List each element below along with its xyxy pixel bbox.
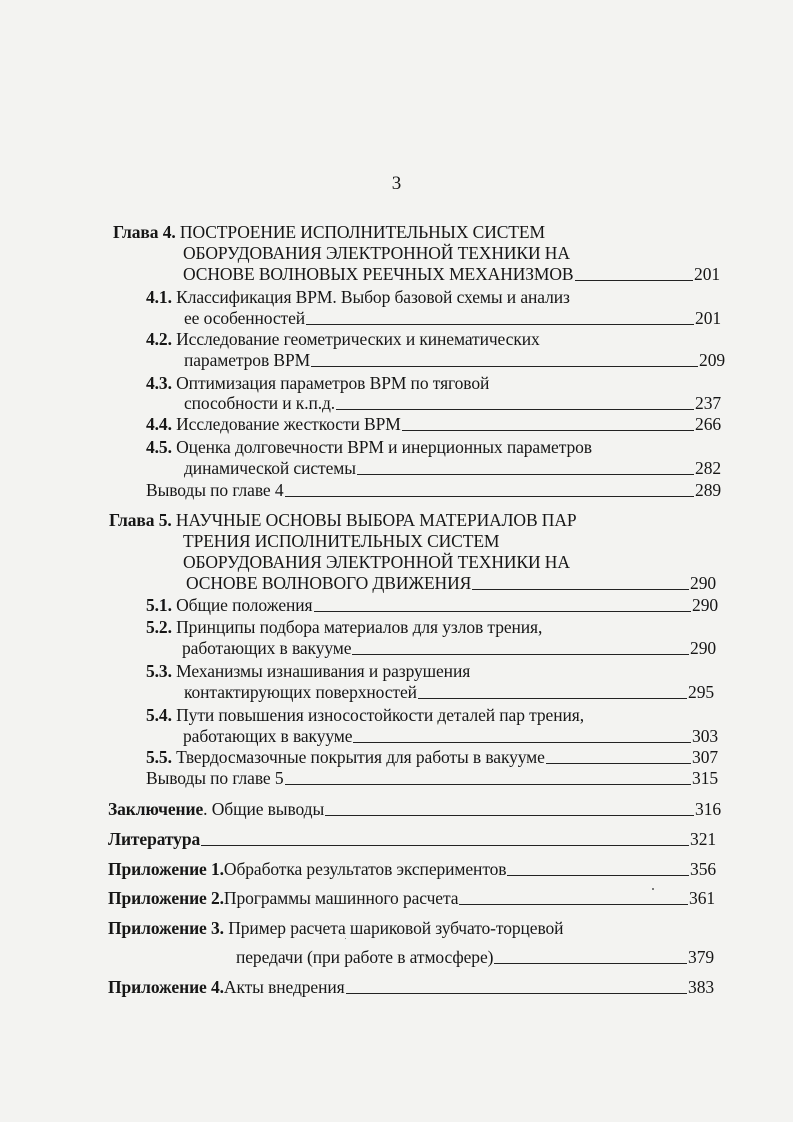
section-title: Твердосмазочные покрытия для работы в вакууме: [176, 747, 545, 767]
leader-line: [325, 815, 694, 816]
toc-entry-5-3-cont[interactable]: [184, 682, 714, 703]
section-number: 5.4.: [146, 705, 172, 725]
scan-speck: [345, 938, 346, 939]
section-title: динамической системы: [184, 458, 356, 478]
conclusions-page: 289: [695, 480, 721, 500]
conclusions-label: Выводы по главе 4: [146, 480, 284, 500]
toc-entry-5-2-cont[interactable]: [182, 638, 716, 659]
leader-line: [494, 963, 687, 964]
appendix-label: Приложение 4.: [108, 977, 224, 997]
appendix-label: Приложение 2.: [108, 888, 224, 908]
chapter4-page: 201: [694, 264, 720, 284]
leader-line: [402, 430, 694, 431]
appendix-title: Обработка результатов экспериментов: [223, 859, 507, 879]
section-number: 4.5.: [146, 437, 172, 457]
chapter4-heading: [113, 222, 545, 243]
toc-entry-5-1[interactable]: [146, 595, 718, 616]
appendix-page: 361: [689, 888, 715, 908]
leader-line: [357, 474, 694, 475]
chapter5-conclusions[interactable]: [146, 768, 718, 789]
toc-entry-5-3: [146, 661, 470, 682]
conclusion-page: 316: [695, 799, 721, 819]
appendix-3-entry: [108, 918, 563, 939]
chapter4-title-line-2: ОБОРУДОВАНИЯ ЭЛЕКТРОННОЙ ТЕХНИКИ НА: [183, 243, 570, 263]
leader-line: [507, 875, 689, 876]
toc-entry-4-5: [146, 437, 592, 458]
appendix-title: передачи (при работе в атмосфере): [236, 947, 494, 967]
appendix-2-entry[interactable]: [108, 888, 715, 909]
section-page: 295: [688, 682, 714, 702]
toc-entry-4-5-cont[interactable]: [184, 458, 721, 479]
appendix-page: 356: [690, 859, 716, 879]
leader-line: [546, 763, 691, 764]
chapter5-page: 290: [690, 573, 716, 593]
leader-line: [314, 611, 692, 612]
section-title: контактирующих поверхностей: [184, 682, 417, 702]
toc-entry-5-4-cont[interactable]: [183, 726, 718, 747]
chapter4-title-line-3: ОСНОВЕ ВОЛНОВЫХ РЕЕЧНЫХ МЕХАНИЗМОВ: [183, 264, 574, 284]
section-page: 266: [695, 414, 721, 434]
toc-entry-5-5[interactable]: [146, 747, 718, 768]
appendix-title: Программы машинного расчета: [223, 888, 459, 908]
leader-line: [336, 409, 694, 410]
literature-entry[interactable]: [108, 829, 716, 850]
section-title: Оптимизация параметров ВРМ по тяговой: [176, 373, 490, 393]
toc-entry-4-1: [146, 287, 570, 308]
literature-page: 321: [690, 829, 716, 849]
section-title: параметров ВРМ: [184, 350, 311, 370]
section-number: 4.1.: [146, 287, 172, 307]
appendix-4-entry[interactable]: [108, 977, 714, 998]
chapter4-conclusions[interactable]: [146, 480, 721, 501]
section-title: Исследование геометрических и кинематических: [176, 329, 540, 349]
section-page: 290: [690, 638, 716, 658]
leader-line: [306, 324, 694, 325]
section-page: 209: [699, 350, 725, 370]
conclusion-entry[interactable]: [108, 799, 721, 820]
conclusion-label: Заключение: [108, 799, 204, 819]
section-page: 201: [695, 308, 721, 328]
toc-entry-5-2: [146, 617, 542, 638]
section-page: 290: [692, 595, 718, 615]
chapter5-title-line-2: ТРЕНИЯ ИСПОЛНИТЕЛЬНЫХ СИСТЕМ: [183, 531, 500, 551]
section-title: способности и к.п.д.: [184, 393, 336, 413]
section-page: 237: [695, 393, 721, 413]
toc-entry-4-2: [146, 329, 540, 350]
appendix-title: Акты внедрения: [223, 977, 345, 997]
section-number: 4.2.: [146, 329, 172, 349]
section-number: 5.5.: [146, 747, 172, 767]
chapter5-heading: [109, 510, 577, 531]
section-title: Принципы подбора материалов для узлов трения,: [176, 617, 543, 637]
section-title: Механизмы изнашивания и разрушения: [176, 661, 471, 681]
chapter5-label: Глава 5.: [109, 510, 172, 530]
section-page: 282: [695, 458, 721, 478]
leader-line: [201, 845, 689, 846]
conclusion-rest: . Общие выводы: [203, 799, 325, 819]
section-number: 5.3.: [146, 661, 172, 681]
chapter5-title-line-1: НАУЧНЫЕ ОСНОВЫ ВЫБОРА МАТЕРИАЛОВ ПАР: [175, 510, 577, 530]
appendix-label: Приложение 1.: [108, 859, 224, 879]
toc-entry-4-2-cont[interactable]: [184, 350, 725, 371]
toc-entry-4-3: [146, 373, 489, 394]
appendix-label: Приложение 3.: [108, 918, 224, 938]
chapter5-title-line-3: ОБОРУДОВАНИЯ ЭЛЕКТРОННОЙ ТЕХНИКИ НА: [183, 552, 570, 572]
literature-label: Литература: [108, 829, 201, 849]
appendix-title: Пример расчета шариковой зубчато-торцевой: [223, 918, 564, 938]
chapter4-label: Глава 4.: [113, 222, 176, 242]
appendix-page: 383: [688, 977, 714, 997]
leader-line: [352, 654, 689, 655]
leader-line: [285, 784, 692, 785]
page-number: 3: [391, 173, 402, 194]
chapter4-title-line-1: ПОСТРОЕНИЕ ИСПОЛНИТЕЛЬНЫХ СИСТЕМ: [179, 222, 545, 242]
leader-line: [285, 496, 695, 497]
leader-line: [418, 698, 687, 699]
section-page: 307: [692, 747, 718, 767]
section-number: 4.4.: [146, 414, 172, 434]
conclusions-page: 315: [692, 768, 718, 788]
conclusions-label: Выводы по главе 5: [146, 768, 284, 788]
chapter5-title-line-4: ОСНОВЕ ВОЛНОВОГО ДВИЖЕНИЯ: [186, 573, 472, 593]
leader-line: [346, 993, 687, 994]
section-title: Пути повышения износостойкости деталей пар трения,: [176, 705, 584, 725]
section-number: 5.1.: [146, 595, 172, 615]
chapter4-title-entry[interactable]: [183, 264, 720, 285]
scan-speck: [652, 888, 654, 890]
leader-line: [311, 366, 698, 367]
leader-line: [353, 742, 691, 743]
toc-entry-4-1-cont[interactable]: [184, 308, 721, 329]
section-page: 303: [692, 726, 718, 746]
appendix-page: 379: [688, 947, 714, 967]
section-title: работающих в вакууме: [183, 726, 353, 746]
appendix-3-cont[interactable]: [236, 947, 714, 968]
section-title: работающих в вакууме: [182, 638, 352, 658]
toc-entry-4-3-cont[interactable]: [184, 393, 721, 414]
section-number: 4.3.: [146, 373, 172, 393]
leader-line: [459, 904, 688, 905]
chapter5-title-entry[interactable]: [186, 573, 716, 594]
leader-line: [575, 280, 694, 281]
leader-line: [472, 589, 689, 590]
toc-entry-5-4: [146, 705, 584, 726]
section-title: Исследование жесткости ВРМ: [176, 414, 401, 434]
section-title: Общие положения: [176, 595, 313, 615]
section-number: 5.2.: [146, 617, 172, 637]
appendix-1-entry[interactable]: [108, 859, 716, 880]
section-title: Оценка долговечности ВРМ и инерционных параметров: [176, 437, 592, 457]
section-title: Классификация ВРМ. Выбор базовой схемы и анализ: [176, 287, 570, 307]
section-title: ее особенностей: [184, 308, 306, 328]
toc-entry-4-4[interactable]: [146, 414, 721, 435]
